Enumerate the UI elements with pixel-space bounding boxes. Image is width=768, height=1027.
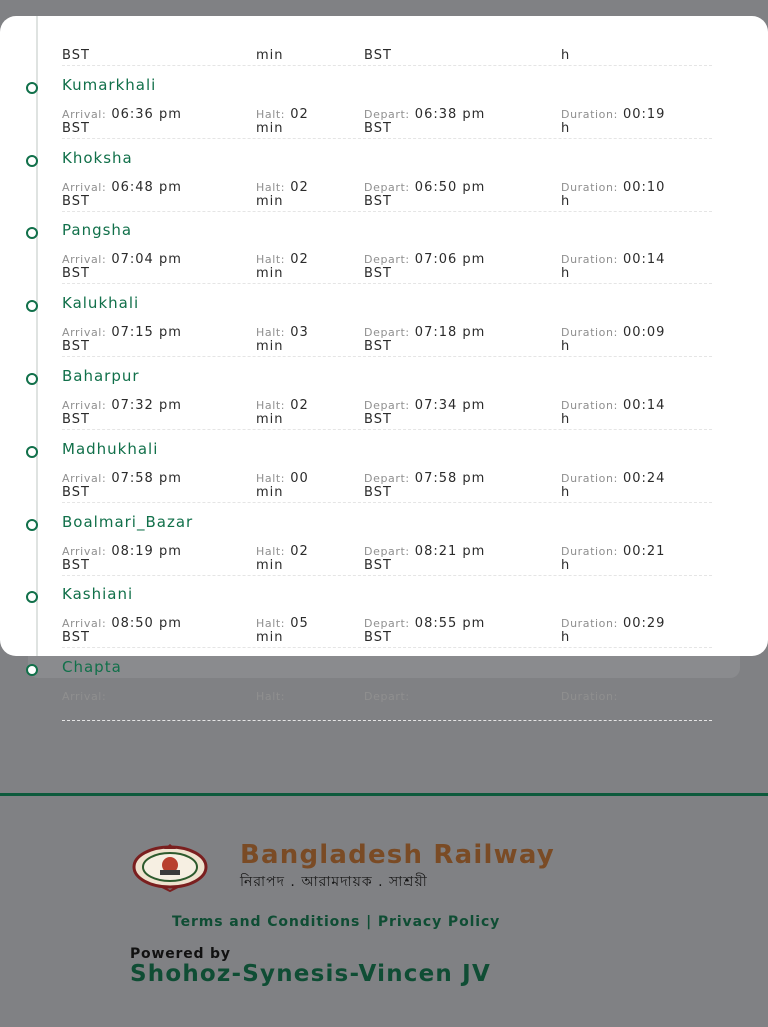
- halt-value: 02: [290, 179, 309, 195]
- arrival-time: 08:50 pm: [111, 616, 182, 632]
- arrival-time: 07:58 pm: [111, 470, 182, 486]
- halt-unit: min: [256, 630, 284, 646]
- arrival-label: Arrival:: [62, 544, 107, 558]
- footer: [0, 793, 768, 1027]
- arrival-label: Arrival:: [62, 617, 107, 631]
- duration-label: Duration:: [561, 617, 618, 631]
- brand-name: Bangladesh Railway: [240, 840, 555, 870]
- arrival-unit: BST: [62, 193, 90, 209]
- depart-unit: BST: [364, 266, 392, 282]
- depart-label: Depart:: [364, 544, 410, 558]
- station-separator: [62, 720, 712, 721]
- duration-value: 00:10: [622, 179, 666, 195]
- duration-value: 00:14: [622, 397, 666, 413]
- station-item: [0, 341, 768, 427]
- depart-unit: BST: [364, 630, 392, 646]
- bangladesh-railway-logo: [132, 843, 208, 891]
- duration-value: 00:24: [622, 470, 666, 486]
- station-name: Baharpur: [62, 366, 140, 385]
- depart-time: 06:50 pm: [414, 179, 486, 195]
- halt-value: 02: [290, 252, 309, 268]
- halt-unit: min: [256, 48, 284, 63]
- halt-value: 02: [290, 106, 309, 122]
- halt-label: Halt:: [256, 544, 286, 558]
- station-name: Kalukhali: [62, 294, 140, 313]
- depart-time: 08:21 pm: [414, 543, 486, 559]
- halt-label: Halt:: [256, 617, 286, 631]
- station-item: [0, 632, 768, 705]
- duration-label: Duration:: [561, 398, 618, 412]
- depart-label: Depart:: [364, 326, 410, 340]
- station-item: [0, 411, 768, 500]
- halt-value: 03: [290, 325, 309, 341]
- halt-label: Halt:: [256, 690, 286, 704]
- halt-unit: min: [256, 411, 284, 427]
- depart-label: Depart:: [364, 690, 410, 704]
- timeline-dot-icon: [26, 664, 38, 676]
- timeline-dot-icon: [26, 300, 38, 312]
- depart-label: Depart:: [364, 253, 410, 267]
- train-route-modal[interactable]: [0, 16, 768, 704]
- halt-value: 02: [290, 397, 309, 413]
- duration-unit: h: [561, 48, 571, 63]
- halt-unit: min: [256, 484, 284, 500]
- duration-unit: h: [561, 193, 571, 209]
- duration-cell: [561, 685, 711, 704]
- brand-tagline: নিরাপদ . আরামদায়ক . সাশ্রয়ী: [240, 874, 428, 890]
- arrival-unit: BST: [62, 120, 90, 136]
- arrival-time: 08:19 pm: [111, 543, 182, 559]
- depart-cell: [364, 685, 514, 704]
- depart-label: Depart:: [364, 107, 410, 121]
- arrival-unit: BST: [62, 630, 90, 646]
- arrival-label: Arrival:: [62, 107, 107, 121]
- arrival-unit: BST: [62, 411, 90, 427]
- halt-label: Halt:: [256, 253, 286, 267]
- timeline-dot-icon: [26, 519, 38, 531]
- station-item: [0, 0, 768, 63]
- arrival-label: Arrival:: [62, 180, 107, 194]
- timeline-dot-icon: [26, 82, 38, 94]
- halt-value: 02: [290, 543, 309, 559]
- arrival-label: Arrival:: [62, 398, 107, 412]
- depart-unit: BST: [364, 120, 392, 136]
- depart-label: Depart:: [364, 398, 410, 412]
- duration-value: 00:14: [622, 252, 666, 268]
- timeline-dot-icon: [26, 373, 38, 385]
- duration-unit: h: [561, 411, 571, 427]
- arrival-time: 07:04 pm: [111, 252, 182, 268]
- arrival-label: Arrival:: [62, 690, 107, 704]
- duration-unit: h: [561, 266, 571, 282]
- arrival-unit: BST: [62, 557, 90, 573]
- station-name: Kumarkhali: [62, 75, 157, 94]
- privacy-link[interactable]: Privacy Policy: [377, 914, 501, 930]
- halt-label: Halt:: [256, 398, 286, 412]
- halt-value: 05: [290, 616, 309, 632]
- arrival-unit: BST: [62, 48, 90, 63]
- halt-unit: min: [256, 193, 284, 209]
- depart-label: Depart:: [364, 180, 410, 194]
- depart-label: Depart:: [364, 471, 410, 485]
- timeline-dot-icon: [26, 446, 38, 458]
- duration-value: 00:29: [622, 616, 666, 632]
- station-name: Kashiani: [62, 585, 134, 604]
- timeline-dot-icon: [26, 227, 38, 239]
- station-item: [0, 268, 768, 355]
- depart-unit: BST: [364, 193, 392, 209]
- footer-links: [172, 914, 500, 930]
- arrival-label: Arrival:: [62, 326, 107, 340]
- timeline-dot-icon: [26, 591, 38, 603]
- powered-by-label: Powered by: [130, 946, 231, 962]
- duration-label: Duration:: [561, 107, 618, 121]
- arrival-cell: [62, 685, 212, 704]
- halt-unit: min: [256, 339, 284, 355]
- station-item: [0, 484, 768, 573]
- arrival-unit: BST: [62, 484, 90, 500]
- duration-label: Duration:: [561, 471, 618, 485]
- station-name: Khoksha: [62, 148, 133, 167]
- depart-time: 07:34 pm: [414, 397, 486, 413]
- duration-unit: h: [561, 339, 571, 355]
- depart-time: 06:38 pm: [414, 106, 486, 122]
- halt-label: Halt:: [256, 107, 286, 121]
- station-item: [0, 559, 768, 646]
- arrival-unit: BST: [62, 339, 90, 355]
- station-item: [0, 120, 768, 209]
- station-item: [0, 195, 768, 282]
- duration-label: Duration:: [561, 690, 618, 704]
- arrival-label: Arrival:: [62, 253, 107, 267]
- station-item: [0, 50, 768, 136]
- halt-label: Halt:: [256, 326, 286, 340]
- company-name: Shohoz-Synesis-Vincen JV: [130, 961, 491, 987]
- halt-label: Halt:: [256, 180, 286, 194]
- depart-unit: BST: [364, 484, 392, 500]
- halt-value: 00: [290, 470, 309, 486]
- halt-unit: min: [256, 266, 284, 282]
- arrival-label: Arrival:: [62, 471, 107, 485]
- duration-unit: h: [561, 120, 571, 136]
- duration-value: 00:09: [622, 325, 666, 341]
- duration-value: 00:19: [622, 106, 666, 122]
- links-separator: |: [366, 914, 373, 930]
- duration-unit: h: [561, 484, 571, 500]
- station-name: Chapta: [62, 658, 122, 677]
- depart-unit: BST: [364, 411, 392, 427]
- duration-label: Duration:: [561, 326, 618, 340]
- duration-unit: h: [561, 557, 571, 573]
- arrival-time: 06:48 pm: [111, 179, 182, 195]
- duration-label: Duration:: [561, 253, 618, 267]
- arrival-time: 07:15 pm: [111, 325, 182, 341]
- arrival-time: 07:32 pm: [111, 397, 182, 413]
- halt-unit: min: [256, 557, 284, 573]
- footer-brand: [132, 840, 555, 894]
- duration-label: Duration:: [561, 180, 618, 194]
- depart-time: 08:55 pm: [414, 616, 486, 632]
- station-name: Madhukhali: [62, 439, 159, 458]
- halt-unit: min: [256, 120, 284, 136]
- station-name: Pangsha: [62, 221, 133, 240]
- depart-time: 07:06 pm: [414, 252, 486, 268]
- depart-time: 07:18 pm: [414, 325, 486, 341]
- duration-value: 00:21: [622, 543, 666, 559]
- duration-label: Duration:: [561, 544, 618, 558]
- depart-unit: BST: [364, 48, 392, 63]
- duration-unit: h: [561, 630, 571, 646]
- arrival-unit: BST: [62, 266, 90, 282]
- depart-label: Depart:: [364, 617, 410, 631]
- depart-unit: BST: [364, 557, 392, 573]
- terms-link[interactable]: Terms and Conditions: [172, 914, 361, 930]
- arrival-time: 06:36 pm: [111, 106, 182, 122]
- timeline-dot-icon: [26, 155, 38, 167]
- station-name: Boalmari_Bazar: [62, 512, 194, 531]
- halt-label: Halt:: [256, 471, 286, 485]
- depart-unit: BST: [364, 339, 392, 355]
- depart-time: 07:58 pm: [414, 470, 486, 486]
